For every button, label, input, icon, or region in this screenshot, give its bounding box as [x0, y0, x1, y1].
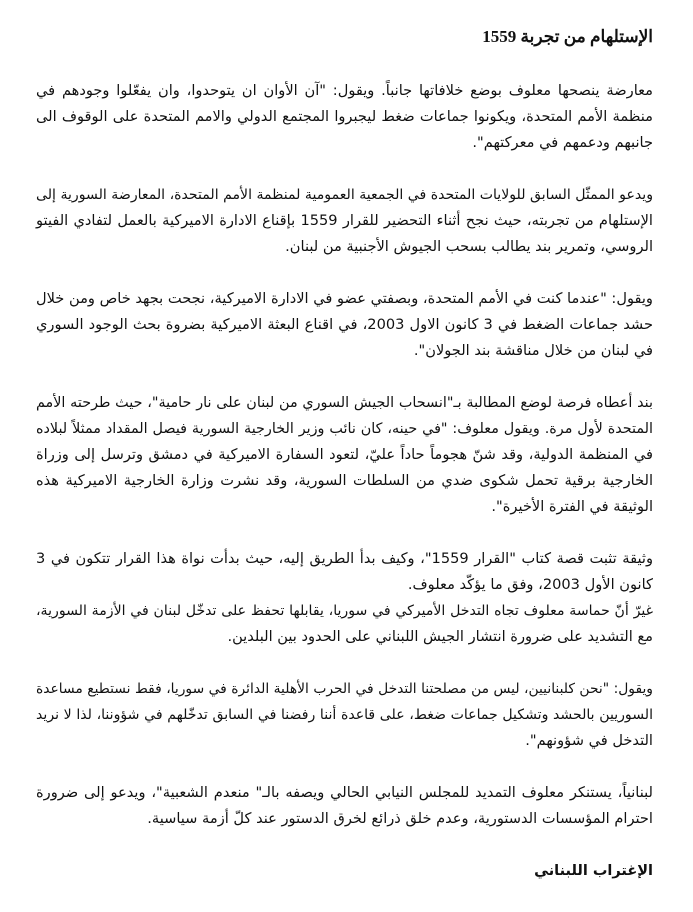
article-title: الإستلهام من تجربة 1559 [482, 27, 653, 46]
text-line: الخارجية برقية تحمل شكوى ضدي من السلطات السورية، وقد نشرت وزارة الخارجية الاميركية هذه [36, 472, 653, 489]
text-line: منظمة الأمم المتحدة، ويكونوا جماعات ضغط ليجبروا المجتمع الدولي والامم المتحدة على الوقوف الى [36, 108, 653, 125]
text-line: في المنظمة الدولية، وقد شنّ هجوماً حاداً عليّ، لتعود السفارة الاميركية في دمشق وترسل إلى وزراة [36, 446, 653, 463]
text-line: الإستلهام من تجربته، حيث نجح أثناء التحضير للقرار 1559 بإقناع الادارة الاميركية بالعمل لتفادي الفيتو [36, 212, 653, 229]
paragraph-4 [36, 390, 653, 520]
section-subheading: الإغتراب اللبناني [534, 863, 653, 879]
text-line: مع التشديد على ضرورة انتشار الجيش اللبناني على الحدود بين البلدين. [227, 628, 653, 645]
text-line: الروسي، وتمرير بند يطالب بسحب الجيوش الأجنبية من لبنان. [285, 238, 653, 255]
text-line: ويدعو الممثّل السابق للولايات المتحدة في الجمعية العمومية لمنظمة الأمم المتحدة، المعارضة السورية إلى [36, 187, 653, 203]
paragraph-7 [36, 676, 653, 754]
text-line: غيرّ أنّ حماسة معلوف تجاه التدخل الأميركي في سوريا، يقابلها تحفظ على تدخّل لبنان في الأزمة السورية، [36, 603, 653, 619]
text-line: في لبنان من خلال مناقشة بند الجولان". [413, 342, 653, 359]
paragraph-6 [36, 598, 653, 650]
paragraph-2 [36, 182, 653, 260]
article [36, 24, 653, 912]
text-line: جانبهم ودعمهم في معركتهم". [472, 134, 653, 151]
text-line: بند أعطاه فرصة لوضع المطالبة بـ"انسحاب الجيش السوري من لبنان على نار حامية"، حيث طرحته الأمم [36, 395, 653, 411]
text-line: الوثيقة في الفترة الأخيرة". [491, 498, 653, 515]
paragraph-3 [36, 286, 653, 364]
text-line: ويقول: "نحن كلبنانيين، ليس من مصلحتنا التدخل في الحرب الأهلية الدائرة في سوريا، فقط نستطيع مساعدة [36, 681, 653, 697]
paragraph-1 [36, 78, 653, 156]
text-line: ويقول: "عندما كنت في الأمم المتحدة، وبصفتي عضو في الادارة الاميركية، نجحت بجهد خاص ومن خلال [36, 290, 653, 307]
text-line: لبنانياً، يستنكر معلوف التمديد للمجلس النيابي الحالي ويصفه بالـ" منعدم الشعبية"، ويدعو إلى ضرورة [36, 784, 653, 801]
text-line: معارضة ينصحها معلوف بوضع خلافاتها جانباً. ويقول: "آن الأوان ان يتوحدوا، وان يفعّلوا وجودهم في [36, 82, 653, 99]
text-line: المتحدة لأول مرة. ويقول معلوف: "في حينه، كان نائب وزير الخارجية السورية فيصل المقداد ممثلاً لبلاده [36, 421, 653, 437]
paragraph-5 [36, 546, 653, 598]
text-line: وثيقة تثبت قصة كتاب "القرار 1559"، وكيف بدأ الطريق إليه، حيث بدأت نواة هذا القرار تتكون في 3 [36, 550, 653, 567]
text-line: حشد جماعات الضغط في 3 كانون الاول 2003، في اقناع البعثة الاميركية بضروة بحث الوجود السوري [36, 316, 653, 333]
paragraph-8 [36, 780, 653, 832]
text-line: كانون الأول 2003، وفق ما يؤكّد معلوف. [407, 576, 653, 593]
text-line: احترام المؤسسات الدستورية، وعدم خلق ذرائع لخرق الدستور عند كلّ أزمة سياسية. [147, 810, 653, 827]
text-line: التدخل في شؤونهم". [525, 732, 653, 749]
text-line: السوريين بالحشد وتشكيل جماعات ضغط، على قاعدة أننا رفضنا في السابق تدخّلهم في شؤوننا، لذا لا نريد [36, 707, 653, 723]
